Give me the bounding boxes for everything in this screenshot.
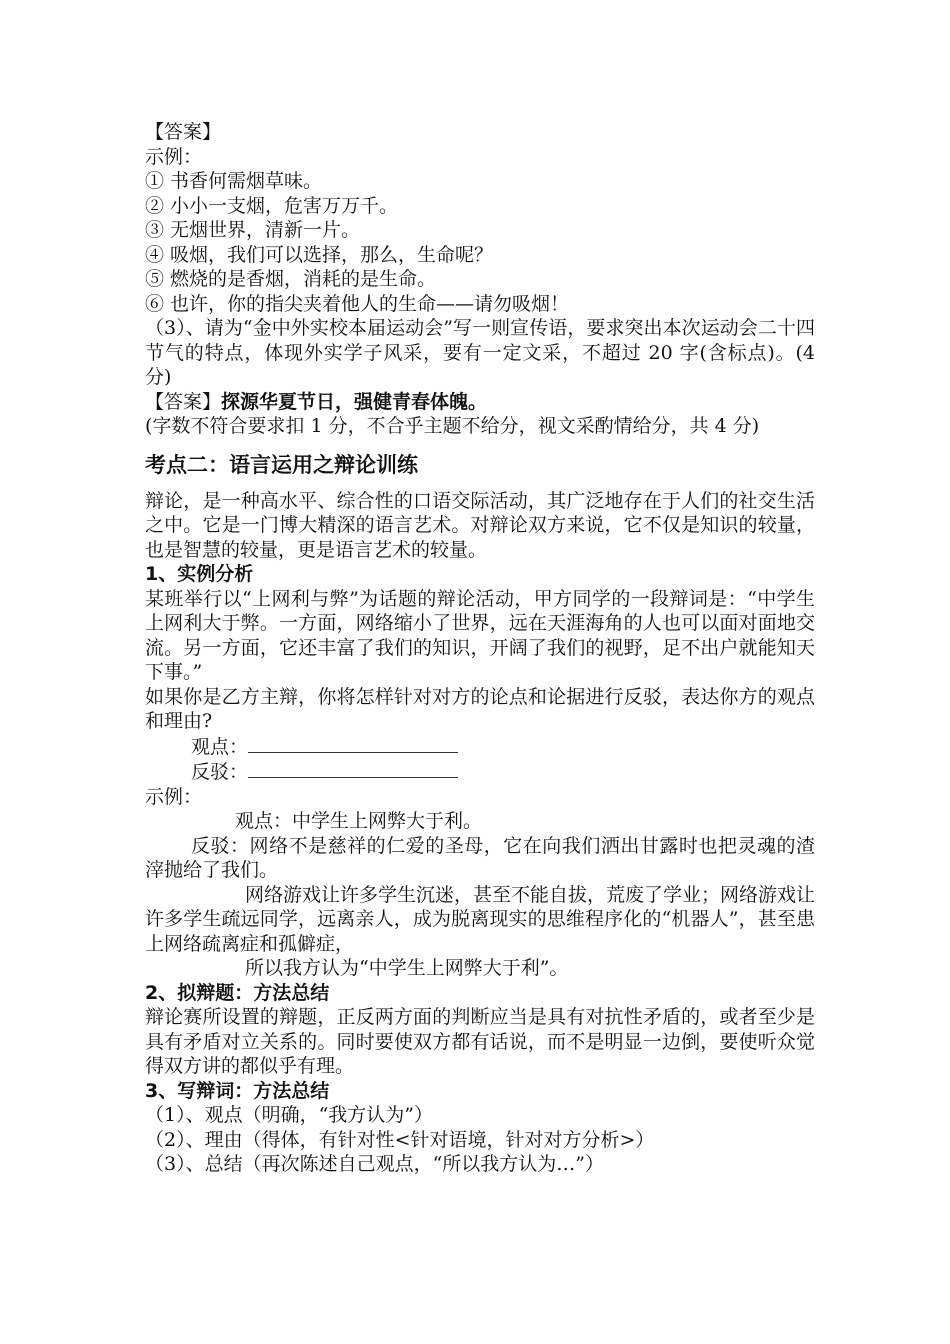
slogan-item: ⑥ 也许，你的指尖夹着他人的生命——请勿吸烟！	[145, 292, 570, 315]
slogan-item: ⑤ 燃烧的是香烟，消耗的是生命。	[145, 268, 437, 290]
method-step: （2）、理由（得体，有针对性<针对语境，针对对方分析>）	[145, 1128, 655, 1151]
example-label: 示例：	[145, 785, 203, 808]
scoring-note: (字数不符合要求扣 1 分，不合乎主题不给分，视文采酌情给分，共 4 分)	[145, 415, 760, 437]
question-3-answer	[145, 390, 815, 415]
rebuttal-answer-line[interactable]	[248, 759, 458, 778]
rebuttal-blank-row	[145, 759, 815, 785]
subheading-case-analysis: 1、实例分析	[145, 563, 254, 585]
answer-label: 【答案】	[145, 121, 222, 143]
method-step: （3）、总结（再次陈述自己观点，“所以我方认为…”）	[145, 1153, 605, 1175]
method-step: （1）、观点（明确，“我方认为”）	[145, 1104, 434, 1126]
slogan-item: ② 小小一支烟，危害万万千。	[145, 194, 399, 217]
answer-text: 探源华夏节日，强健青春体魄。	[221, 390, 488, 413]
topic-paragraph: 辩论赛所设置的辩题，正反两方面的判断应当是具有对抗性矛盾的，或者至少是具有矛盾对立关系的。同时要使双方都有话说，而不是明显一边倒，要使听众觉得双方讲的都似乎有理。	[145, 1006, 815, 1077]
example-conclusion: 所以我方认为“中学生上网弊大于利”。	[245, 957, 569, 979]
document-page	[145, 120, 815, 1177]
viewpoint-label: 观点：	[191, 735, 249, 758]
rebuttal-label: 反驳：	[191, 761, 249, 783]
example-rebuttal-2: 网络游戏让许多学生沉迷，甚至不能自拔，荒废了学业；网络游戏让许多学生疏远同学，远离亲人，成为脱离现实的思维程序化的“机器人”，甚至患上网络疏离症和孤僻症，	[145, 883, 816, 955]
slogan-item: ① 书香何需烟草味。	[145, 170, 323, 192]
viewpoint-answer-line[interactable]	[248, 734, 458, 753]
example-rebuttal-1: 反驳：网络不是慈祥的仁爱的圣母，它在向我们洒出甘露时也把灵魂的渣滓抛给了我们。	[145, 834, 815, 881]
viewpoint-blank-row	[145, 734, 815, 760]
case-paragraph: 某班举行以“上网利与弊”为话题的辩论活动，甲方同学的一段辩词是：“中学生上网利大于弊。一方面，网络缩小了世界，远在天涯海角的人也可以面对面地交流。另一方面，它还丰富了我们的知识，开阔了我们的视野，足不出户就能知天下事。”	[145, 587, 815, 683]
example-label: 示例：	[145, 145, 203, 168]
question-paragraph: 如果你是乙方主辩，你将怎样针对对方的论点和论据进行反驳，表达你方的观点和理由?	[145, 685, 815, 732]
section-heading: 考点二：语言运用之辩论训练	[145, 452, 418, 477]
subheading-speech-method: 3、写辩词：方法总结	[145, 1079, 330, 1102]
slogan-item: ④ 吸烟，我们可以选择，那么，生命呢？	[145, 243, 494, 266]
intro-paragraph: 辩论，是一种高水平、综合性的口语交际活动，其广泛地存在于人们的社交生活之中。它是一门博大精深的语言艺术。对辩论双方来说，它不仅是知识的较量，也是智慧的较量，更是语言艺术的较量。	[145, 489, 815, 561]
answer-label: 【答案】	[145, 390, 222, 413]
question-3: （3）、请为“金中外实校本届运动会”写一则宣传语，要求突出本次运动会二十四节气的特点，体现外实学子风采，要有一定文采，不超过 20 字(含标点)。(4 分)	[145, 317, 815, 388]
example-viewpoint: 观点：中学生上网弊大于利。	[235, 810, 483, 832]
subheading-topic-method: 2、拟辩题：方法总结	[145, 981, 330, 1004]
slogan-item: ③ 无烟世界，清新一片。	[145, 219, 361, 241]
